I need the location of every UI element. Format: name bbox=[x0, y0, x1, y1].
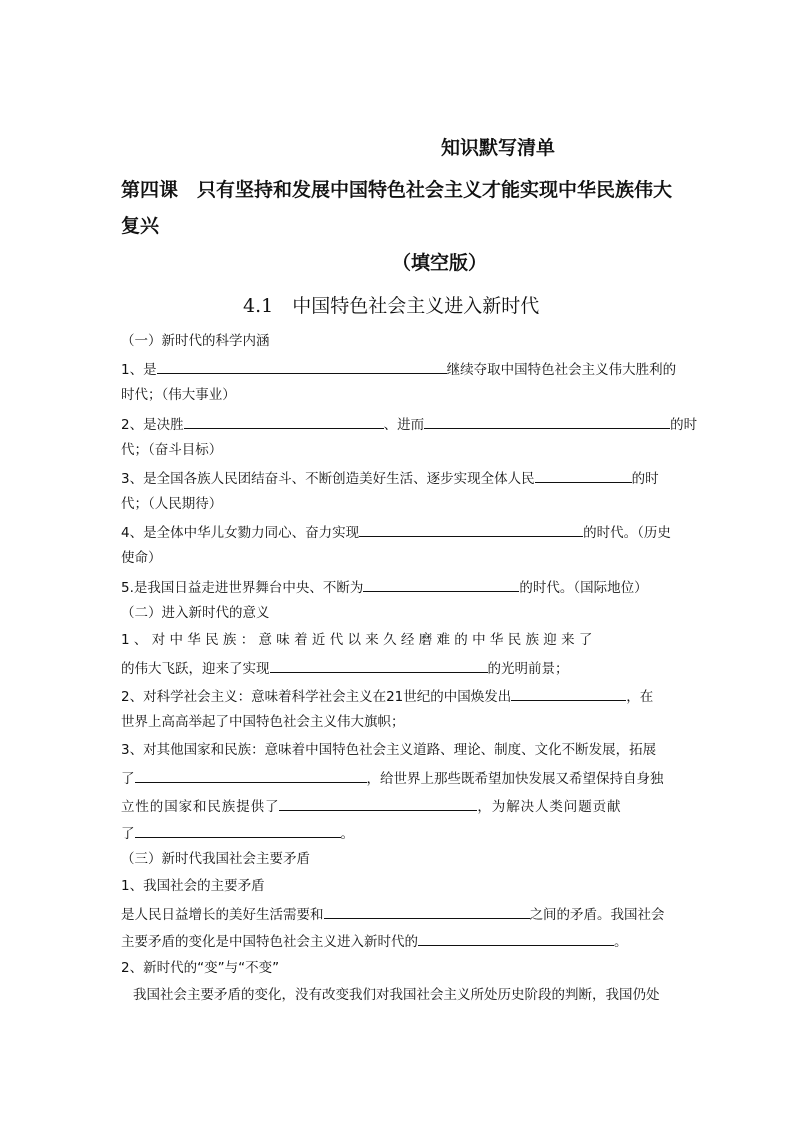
section-title: 4.1 中国特色社会主义进入新时代 bbox=[243, 295, 540, 317]
fill-blank[interactable] bbox=[424, 413, 670, 429]
part1-item1-line1: 1、是 继续夺取中国特色社会主义伟大胜利的 bbox=[121, 358, 676, 380]
part3-heading: （三）新时代我国社会主要矛盾 bbox=[121, 851, 310, 867]
part1-item1-line2: 时代；（伟大事业） bbox=[121, 387, 236, 403]
lesson-title-line1: 第四课 只有坚持和发展中国特色社会主义才能实现中华民族伟大 bbox=[121, 179, 673, 201]
fill-blank[interactable] bbox=[135, 767, 367, 783]
part1-item4-line2: 使命） bbox=[121, 550, 162, 566]
part2-item2-line1: 2、对科学社会主义：意味着科学社会主义在21世纪的中国焕发出 ，在 bbox=[121, 685, 653, 707]
document-title: 知识默写清单 bbox=[441, 137, 556, 159]
fill-blank[interactable] bbox=[324, 903, 530, 919]
part2-item3-line2: 了 ，给世界上那些既希望加快发展又希望保持自身独 bbox=[121, 767, 664, 789]
fill-blank[interactable] bbox=[270, 657, 488, 673]
fill-blank[interactable] bbox=[535, 467, 632, 483]
part3-sub1: 1、我国社会的主要矛盾 bbox=[121, 878, 265, 894]
part3-sub2: 2、新时代的“变”与“不变” bbox=[121, 960, 280, 976]
lesson-title-line2: 复兴 bbox=[121, 215, 160, 237]
part2-item1-line1: 1、对中华民族：意味着近代以来久经磨难的中华民族迎来了 bbox=[121, 632, 597, 648]
part2-item3-line3: 立性的国家和民族提供了 ，为解决人类问题贡献 bbox=[121, 795, 621, 817]
part1-item4-line1: 4、是全体中华儿女勠力同心、奋力实现 的时代。（历史 bbox=[121, 521, 671, 543]
part3-sub1-line2: 主要矛盾的变化是中国特色社会主义进入新时代的 。 bbox=[121, 930, 628, 952]
part2-heading: （二）进入新时代的意义 bbox=[121, 605, 270, 621]
version-label: （填空版） bbox=[392, 252, 488, 274]
part1-heading: （一）新时代的科学内涵 bbox=[121, 333, 270, 349]
fill-blank[interactable] bbox=[184, 413, 384, 429]
fill-blank[interactable] bbox=[511, 685, 626, 701]
fill-blank[interactable] bbox=[363, 576, 519, 592]
part2-item3-line1: 3、对其他国家和民族：意味着中国特色社会主义道路、理论、制度、文化不断发展，拓展 bbox=[121, 742, 657, 758]
part1-item2-line1: 2、是决胜 、进而 的时 bbox=[121, 413, 697, 435]
part1-item5: 5.是我国日益走进世界舞台中央、不断为 的时代。（国际地位） bbox=[121, 576, 648, 598]
part1-item3-line1: 3、是全国各族人民团结奋斗、不断创造美好生活、逐步实现全体人民 的时 bbox=[121, 467, 659, 489]
fill-blank[interactable] bbox=[279, 795, 477, 811]
part1-item3-line2: 代；（人民期待） bbox=[121, 496, 223, 512]
part3-sub2-text: 我国社会主要矛盾的变化，没有改变我们对我国社会主义所处历史阶段的判断，我国仍处 bbox=[133, 987, 660, 1003]
part3-sub1-line1: 是人民日益增长的美好生活需要和 之间的矛盾。我国社会 bbox=[121, 903, 665, 925]
part2-item1-line2: 的伟大飞跃，迎来了实现 的光明前景； bbox=[121, 657, 569, 679]
fill-blank[interactable] bbox=[359, 521, 583, 537]
part2-item3-line4: 了 。 bbox=[121, 822, 354, 844]
part1-item2-line2: 代；（奋斗目标） bbox=[121, 442, 223, 458]
fill-blank[interactable] bbox=[418, 930, 614, 946]
fill-blank[interactable] bbox=[157, 358, 447, 374]
fill-blank[interactable] bbox=[135, 822, 341, 838]
part2-item2-line2: 世界上高高举起了中国特色社会主义伟大旗帜； bbox=[121, 714, 405, 730]
